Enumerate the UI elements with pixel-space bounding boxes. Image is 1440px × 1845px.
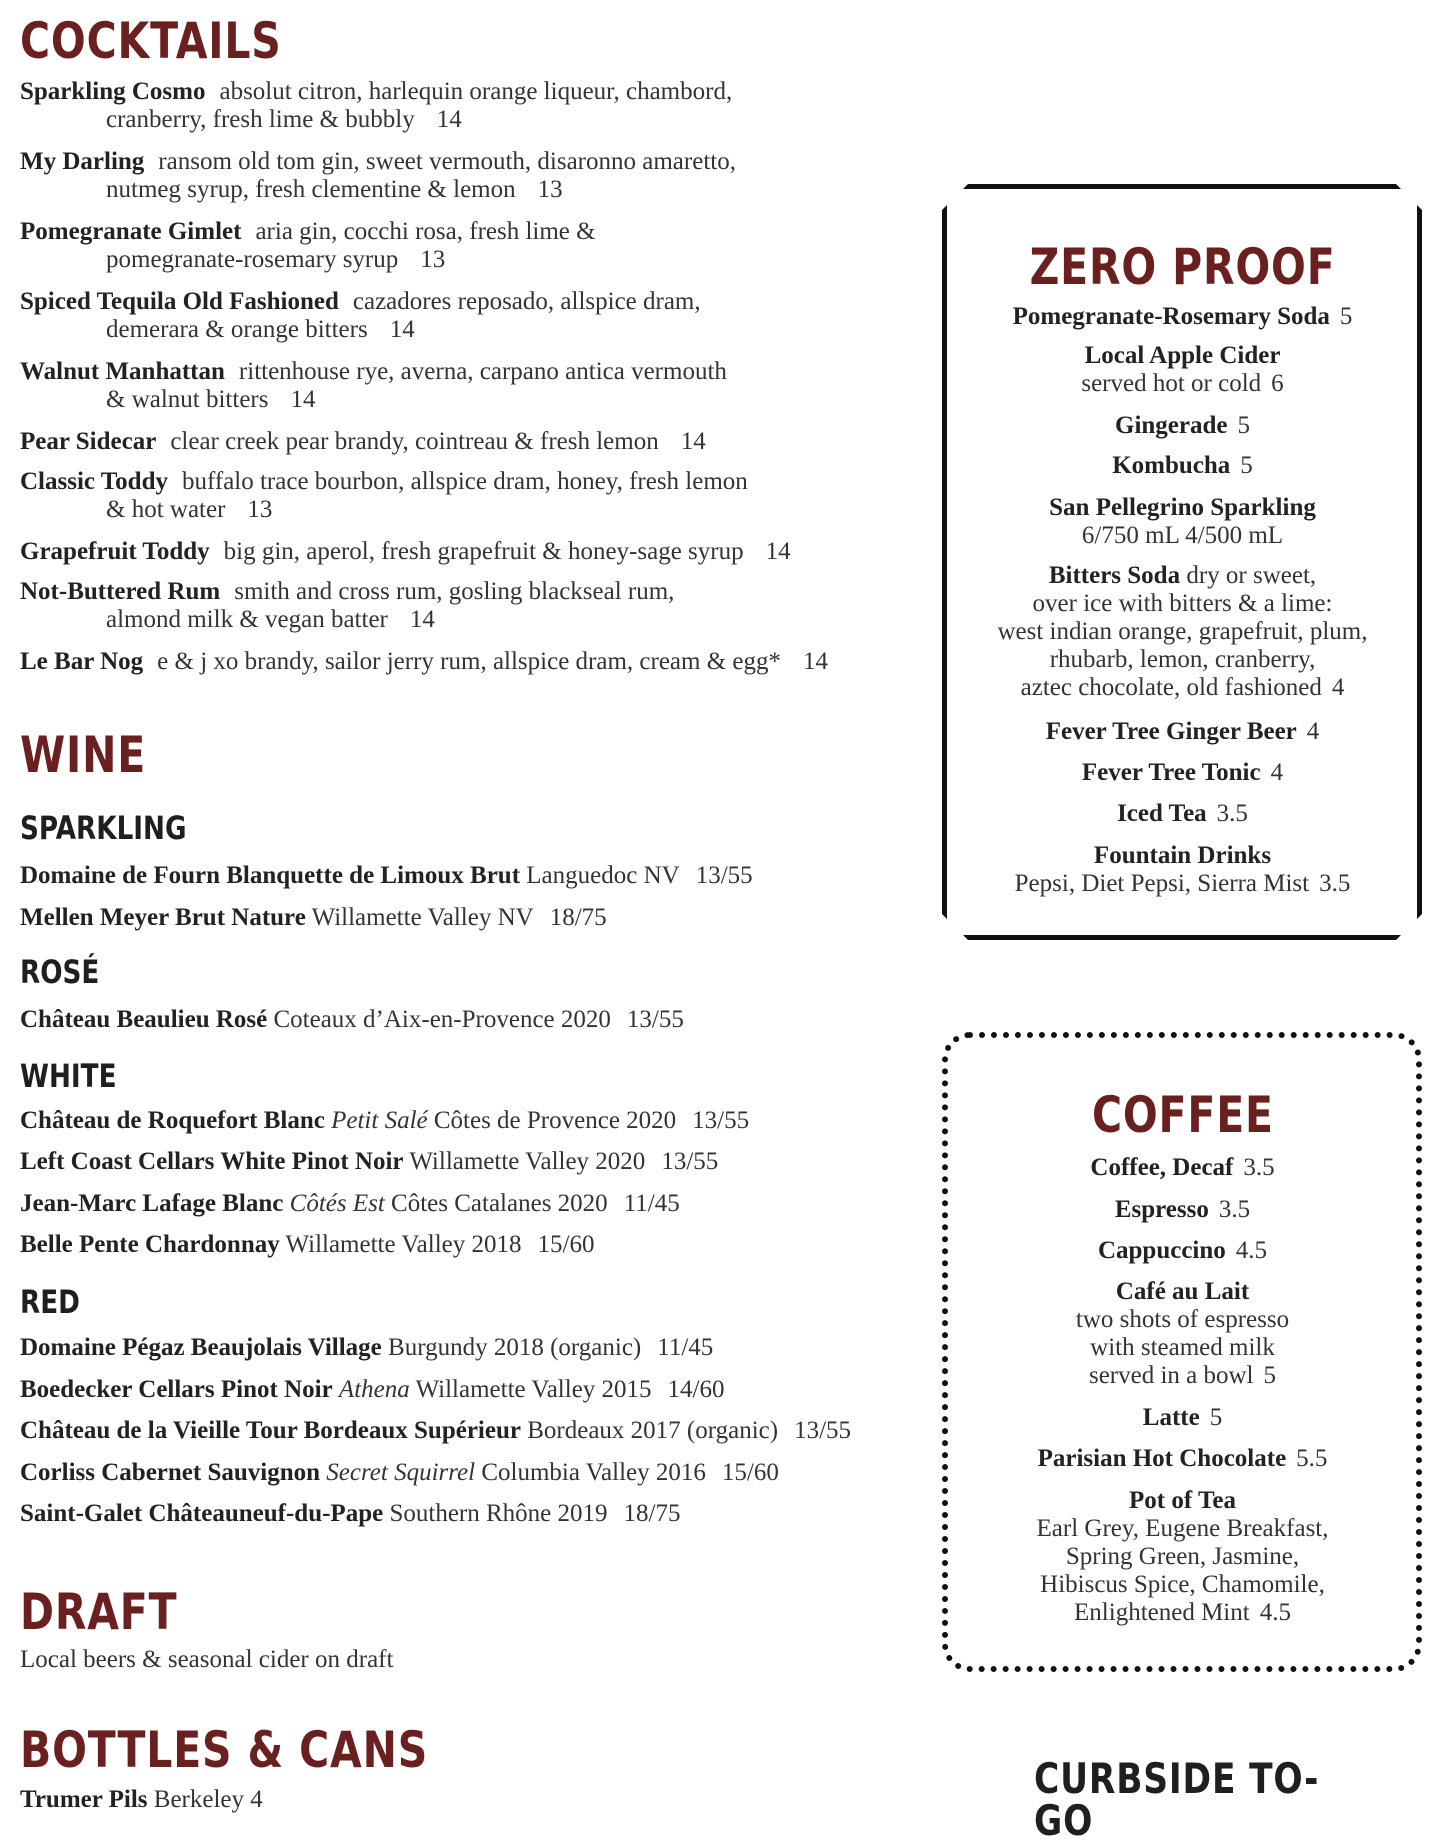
zero_proof-item-price: 3.5 — [1319, 870, 1351, 897]
zero_proof-item-price: 4 — [1306, 718, 1320, 745]
cocktail-price: 13 — [247, 496, 273, 523]
white-wine-item — [20, 1231, 594, 1259]
zero_proof-item-name: Fever Tree Tonic — [1081, 759, 1261, 786]
cocktail-ingredients: buffalo trace bourbon, allspice dram, honey, fresh lemon — [182, 468, 748, 495]
coffee-item-price: 5.5 — [1296, 1445, 1328, 1472]
wine-region: Willamette Valley NV — [311, 904, 534, 931]
cocktail-ingredients-line2: almond milk & vegan batter — [106, 606, 388, 633]
cocktail-line — [20, 538, 791, 565]
red-wine-item — [20, 1417, 851, 1445]
coffee-item-line — [960, 1487, 1405, 1515]
cocktail-ingredients-line2: & walnut bitters — [106, 386, 269, 413]
coffee-item-desc: Spring Green, Jasmine, — [1065, 1543, 1300, 1570]
draft-description: Local beers & seasonal cider on draft — [20, 1646, 394, 1673]
cocktail-ingredients-cont — [20, 106, 732, 134]
red-wine-item — [20, 1459, 779, 1487]
coffee-item-name: Cappuccino — [1097, 1237, 1226, 1264]
coffee-item-name: Café au Lait — [1115, 1278, 1250, 1305]
wine-price: 18/75 — [549, 904, 607, 931]
bottle-item-detail: Berkeley — [153, 1786, 245, 1813]
rose-wine-item — [20, 1006, 684, 1034]
wine-name: Left Coast Cellars White Pinot Noir — [20, 1148, 404, 1175]
wine-name: Belle Pente Chardonnay — [20, 1231, 280, 1258]
zero_proof-item-desc: west indian orange, grapefruit, plum, — [997, 618, 1368, 645]
wine-price: 13/55 — [661, 1148, 719, 1175]
cocktail-item — [20, 218, 596, 274]
curbside-heading: CURBSIDE TO-GO — [1034, 1754, 1320, 1845]
wine-price: 11/45 — [657, 1334, 714, 1361]
cocktail-line — [20, 468, 748, 495]
cocktail-ingredients-line2: nutmeg syrup, fresh clementine & lemon — [106, 176, 516, 203]
cocktail-price: 13 — [537, 176, 563, 203]
wine-name: Saint-Galet Châteauneuf-du-Pape — [20, 1500, 384, 1527]
wine-name: Jean-Marc Lafage Blanc — [20, 1190, 284, 1217]
cocktail-line — [20, 648, 828, 675]
cocktail-ingredients: e & j xo brandy, sailor jerry rum, allspice dram, cream & egg* — [157, 648, 782, 675]
cocktail-line — [20, 358, 727, 385]
wine-cuvee: Secret Squirrel — [326, 1459, 476, 1486]
zero_proof-item-price: 5 — [1237, 412, 1250, 439]
cocktail-ingredients-line2: pomegranate-rosemary syrup — [106, 246, 399, 273]
cocktail-item — [20, 148, 736, 204]
cocktail-price: 14 — [389, 316, 415, 343]
wine-region: Willamette Valley 2015 — [415, 1376, 652, 1403]
zero_proof-item-price: 5 — [1339, 303, 1353, 330]
wine-cuvee: Côtés Est — [289, 1190, 385, 1217]
cocktail-price: 14 — [409, 606, 435, 633]
coffee-item-desc: with steamed milk — [1090, 1334, 1275, 1361]
cocktail-item — [20, 578, 674, 634]
cocktail-name: Walnut Manhattan — [20, 358, 225, 385]
cocktail-ingredients: aria gin, cocchi rosa, fresh lime & — [255, 218, 596, 245]
wine-price: 15/60 — [537, 1231, 595, 1258]
cocktail-ingredients: rittenhouse rye, averna, carpano antica vermouth — [238, 358, 727, 385]
sparkling-heading: SPARKLING — [20, 809, 187, 847]
red-wine-item — [20, 1334, 713, 1362]
red-wine-item — [20, 1376, 725, 1404]
wine-price: 18/75 — [623, 1500, 681, 1527]
zero_proof-item-name: Local Apple Cider — [1084, 342, 1281, 369]
white-wine-item — [20, 1107, 749, 1135]
coffee-item-desc: two shots of espresso — [1075, 1306, 1290, 1333]
bottles-first-item — [20, 1786, 263, 1814]
coffee-item-desc: Enlightened Mint — [1074, 1599, 1250, 1626]
zero_proof-item-price: 4 — [1270, 759, 1284, 786]
cocktail-price: 14 — [803, 648, 829, 675]
coffee-item-line — [960, 1515, 1405, 1543]
zero_proof-item-desc: dry or sweet, — [1186, 562, 1317, 589]
coffee-item-desc: Earl Grey, Eugene Breakfast, — [1036, 1515, 1329, 1542]
cocktail-price: 14 — [680, 428, 706, 455]
coffee-item-desc: served in a bowl — [1088, 1362, 1254, 1389]
wine-name: Corliss Cabernet Sauvignon — [20, 1459, 321, 1486]
coffee-item-price: 5 — [1263, 1362, 1277, 1389]
wine-price: 14/60 — [667, 1376, 725, 1403]
cocktail-item — [20, 288, 701, 344]
wine-price: 13/55 — [692, 1107, 750, 1134]
zero_proof-item-name: Kombucha — [1112, 452, 1231, 479]
coffee-item-line — [960, 1237, 1405, 1265]
zero_proof-item-price: 3.5 — [1216, 800, 1248, 827]
coffee-item-price: 3.5 — [1243, 1154, 1275, 1181]
cocktail-ingredients-cont — [20, 176, 736, 204]
wine-region: Southern Rhône 2019 — [389, 1500, 608, 1527]
wine-name: Mellen Meyer Brut Nature — [20, 904, 306, 931]
wine-region: Languedoc NV — [526, 862, 680, 889]
coffee-item-line — [960, 1306, 1405, 1334]
wine-region: Côtes de Provence 2020 — [433, 1107, 677, 1134]
cocktail-name: My Darling — [20, 148, 145, 175]
cocktail-item — [20, 538, 791, 566]
coffee-item-desc: Hibiscus Spice, Chamomile, — [1040, 1571, 1325, 1598]
cocktail-name: Sparkling Cosmo — [20, 78, 206, 105]
wine-price: 13/55 — [626, 1006, 684, 1033]
zero-proof-heading: ZERO PROOF — [1029, 238, 1336, 296]
cocktails-heading: COCKTAILS — [20, 12, 282, 70]
cocktail-ingredients-cont — [20, 316, 701, 344]
coffee-section — [960, 0, 1405, 1680]
draft-heading: DRAFT — [20, 1583, 178, 1641]
coffee-item-line — [960, 1196, 1405, 1224]
zero_proof-item-name: Fever Tree Ginger Beer — [1045, 718, 1297, 745]
cocktail-line — [20, 218, 596, 245]
coffee-item-line — [960, 1154, 1405, 1182]
cocktail-name: Pomegranate Gimlet — [20, 218, 242, 245]
zero_proof-item-price: 4 — [1331, 674, 1345, 701]
cocktail-ingredients-cont — [20, 386, 727, 414]
zero_proof-item-desc: rhubarb, lemon, cranberry, — [1049, 646, 1316, 673]
cocktail-ingredients-line2: cranberry, fresh lime & bubbly — [106, 106, 415, 133]
wine-name: Château de Roquefort Blanc — [20, 1107, 325, 1134]
cocktail-item — [20, 468, 748, 524]
zero_proof-item-name: San Pellegrino Sparkling — [1049, 494, 1316, 521]
cocktail-ingredients-line2: & hot water — [106, 496, 226, 523]
coffee-item-line — [960, 1445, 1405, 1473]
cocktail-line — [20, 428, 706, 455]
wine-price: 13/55 — [794, 1417, 852, 1444]
cocktail-ingredients-cont — [20, 496, 748, 524]
bottle-item-price: 4 — [250, 1786, 263, 1813]
cocktail-item — [20, 428, 706, 456]
cocktail-line — [20, 288, 701, 315]
coffee-item-name: Pot of Tea — [1129, 1487, 1236, 1514]
coffee-item-price: 4.5 — [1235, 1237, 1268, 1264]
cocktail-name: Classic Toddy — [20, 468, 168, 495]
cocktail-name: Le Bar Nog — [20, 648, 144, 675]
zero_proof-item-price: 5 — [1240, 452, 1253, 479]
zero_proof-item-desc: 6/750 mL 4/500 mL — [1081, 522, 1284, 549]
cocktail-ingredients: ransom old tom gin, sweet vermouth, disaronno amaretto, — [158, 148, 736, 175]
wine-region: Willamette Valley 2018 — [285, 1231, 522, 1258]
coffee-item-line — [960, 1334, 1405, 1362]
cocktail-ingredients-line2: demerara & orange bitters — [106, 316, 368, 343]
cocktail-price: 14 — [290, 386, 316, 413]
white-wine-item — [20, 1190, 680, 1218]
wine-name: Domaine Pégaz Beaujolais Village — [20, 1334, 382, 1361]
white-heading: WHITE — [20, 1057, 117, 1095]
zero_proof-item-desc: served hot or cold — [1081, 370, 1262, 397]
wine-name: Domaine de Fourn Blanquette de Limoux Brut — [20, 862, 521, 889]
rose-heading: ROSÉ — [20, 953, 100, 991]
cocktail-price: 14 — [436, 106, 462, 133]
coffee-item-price: 5 — [1209, 1404, 1223, 1431]
cocktail-ingredients-cont — [20, 246, 596, 274]
zero_proof-item-name: Iced Tea — [1117, 800, 1207, 827]
cocktail-name: Grapefruit Toddy — [20, 538, 210, 565]
cocktail-item — [20, 78, 732, 134]
coffee-item-line — [960, 1362, 1405, 1390]
wine-price: 13/55 — [695, 862, 753, 889]
wine-price: 11/45 — [623, 1190, 680, 1217]
cocktail-name: Spiced Tequila Old Fashioned — [20, 288, 339, 315]
cocktail-line — [20, 578, 674, 605]
sparkling-wine-item — [20, 904, 607, 932]
sparkling-wine-item — [20, 862, 753, 890]
cocktail-ingredients: cazadores reposado, allspice dram, — [352, 288, 701, 315]
coffee-item-price: 4.5 — [1259, 1599, 1291, 1626]
wine-region: Burgundy 2018 (organic) — [388, 1334, 642, 1361]
zero_proof-item-name: Fountain Drinks — [1093, 842, 1272, 869]
cocktail-line — [20, 78, 732, 105]
coffee-item-line — [960, 1543, 1405, 1571]
cocktail-ingredients: smith and cross rum, gosling blackseal rum, — [234, 578, 675, 605]
zero_proof-item-name: Pomegranate-Rosemary Soda — [1012, 303, 1330, 330]
cocktail-name: Pear Sidecar — [20, 428, 157, 455]
wine-name: Château Beaulieu Rosé — [20, 1006, 268, 1033]
zero_proof-item-name: Gingerade — [1115, 412, 1228, 439]
coffee-heading: COFFEE — [1091, 1086, 1274, 1144]
wine-heading: WINE — [20, 726, 147, 784]
wine-price: 15/60 — [721, 1459, 779, 1486]
coffee-item-name: Latte — [1142, 1404, 1200, 1431]
wine-region: Columbia Valley 2016 — [481, 1459, 706, 1486]
red-wine-item — [20, 1500, 680, 1528]
cocktail-ingredients-cont — [20, 606, 674, 634]
coffee-item-line — [960, 1599, 1405, 1627]
red-heading: RED — [20, 1283, 80, 1321]
wine-region: Willamette Valley 2020 — [409, 1148, 646, 1175]
coffee-item-line — [960, 1278, 1405, 1306]
cocktail-name: Not-Buttered Rum — [20, 578, 221, 605]
cocktail-item — [20, 648, 828, 676]
cocktail-line — [20, 148, 736, 175]
zero_proof-item-price: 6 — [1271, 370, 1284, 397]
cocktail-price: 14 — [765, 538, 791, 565]
zero_proof-item-desc: Pepsi, Diet Pepsi, Sierra Mist — [1014, 870, 1310, 897]
zero_proof-item-desc: over ice with bitters & a lime: — [1032, 590, 1333, 617]
bottles-cans-heading: BOTTLES & CANS — [20, 1721, 429, 1779]
zero_proof-item-name: Bitters Soda — [1048, 562, 1181, 589]
coffee-item-line — [960, 1571, 1405, 1599]
coffee-item-line — [960, 1404, 1405, 1432]
wine-region: Coteaux d’Aix-en-Provence 2020 — [273, 1006, 611, 1033]
wine-name: Boedecker Cellars Pinot Noir — [20, 1376, 333, 1403]
cocktail-item — [20, 358, 727, 414]
wine-region: Bordeaux 2017 (organic) — [527, 1417, 779, 1444]
wine-name: Château de la Vieille Tour Bordeaux Supérieur — [20, 1417, 521, 1444]
cocktail-ingredients: big gin, aperol, fresh grapefruit & honey-sage syrup — [223, 538, 744, 565]
coffee-item-name: Coffee, Decaf — [1090, 1154, 1234, 1181]
cocktail-price: 13 — [420, 246, 446, 273]
wine-cuvee: Petit Salé — [331, 1107, 428, 1134]
coffee-item-price: 3.5 — [1218, 1196, 1251, 1223]
zero_proof-item-desc: aztec chocolate, old fashioned — [1020, 674, 1322, 701]
coffee-item-name: Espresso — [1114, 1196, 1209, 1223]
wine-cuvee: Athena — [338, 1376, 410, 1403]
cocktail-ingredients: absolut citron, harlequin orange liqueur, chambord, — [219, 78, 733, 105]
white-wine-item — [20, 1148, 718, 1176]
bottle-item-name: Trumer Pils — [20, 1786, 148, 1813]
cocktail-ingredients: clear creek pear brandy, cointreau & fresh lemon — [170, 428, 659, 455]
wine-region: Côtes Catalanes 2020 — [391, 1190, 608, 1217]
coffee-item-name: Parisian Hot Chocolate — [1037, 1445, 1287, 1472]
